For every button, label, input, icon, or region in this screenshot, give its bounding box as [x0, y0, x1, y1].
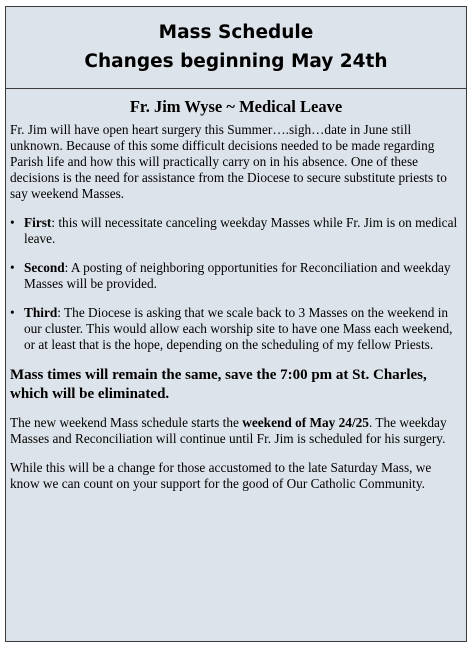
- bullet-icon: •: [10, 260, 15, 275]
- schedule-text-after: . The weekday Masses and Reconciliation will continue until Fr. Jim is scheduled for his surgery.: [10, 415, 447, 446]
- bullet-icon: •: [10, 305, 15, 320]
- schedule-date: weekend of May 24/25: [242, 415, 369, 430]
- bullet-item-first: [10, 215, 462, 247]
- bullet-icon: •: [10, 215, 15, 230]
- subheading: Fr. Jim Wyse ~ Medical Leave: [129, 97, 343, 116]
- intro-paragraph: Fr. Jim will have open heart surgery this Summer….sigh…date in June still unknown. Because of this some difficult decisions needed to be made regarding Parish life and how this will practically carry on in his absence. One of these decisions is the need for assistance from the Diocese to secure substitute priests to say weekend Masses.: [10, 122, 447, 201]
- title-line-2: Changes beginning May 24th: [84, 51, 388, 72]
- title-box: [6, 7, 466, 89]
- closing-paragraph: While this will be a change for those accustomed to the late Saturday Mass, we know we can count on your support for the good of Our Catholic Community.: [10, 460, 432, 491]
- bullet-text: : A posting of neighboring opportunities for Reconciliation and weekday Masses will be provided.: [24, 260, 451, 291]
- bullet-label: Third: [24, 305, 58, 320]
- bullet-text: : The Diocese is asking that we scale back to 3 Masses on the weekend in our cluster. This would allow each worship site to have one Mass each weekend, or at least that is the hope, depending on the scheduling of my fellow Priests.: [24, 305, 453, 352]
- bullet-item-second: [10, 260, 462, 292]
- bullet-list: [10, 215, 462, 353]
- schedule-paragraph: [10, 415, 462, 447]
- article-body: [10, 97, 462, 505]
- schedule-text-before: The new weekend Mass schedule starts the: [10, 415, 243, 430]
- bullet-label: Second: [24, 260, 65, 275]
- bullet-item-third: [10, 305, 462, 353]
- bulletin-panel: [5, 6, 467, 642]
- bullet-label: First: [24, 215, 52, 230]
- title-line-1: Mass Schedule: [158, 22, 314, 43]
- mass-times-note: Mass times will remain the same, save the 7:00 pm at St. Charles, which will be eliminated.: [10, 367, 427, 402]
- bullet-text: : this will necessitate canceling weekday Masses while Fr. Jim is on medical leave.: [24, 215, 458, 246]
